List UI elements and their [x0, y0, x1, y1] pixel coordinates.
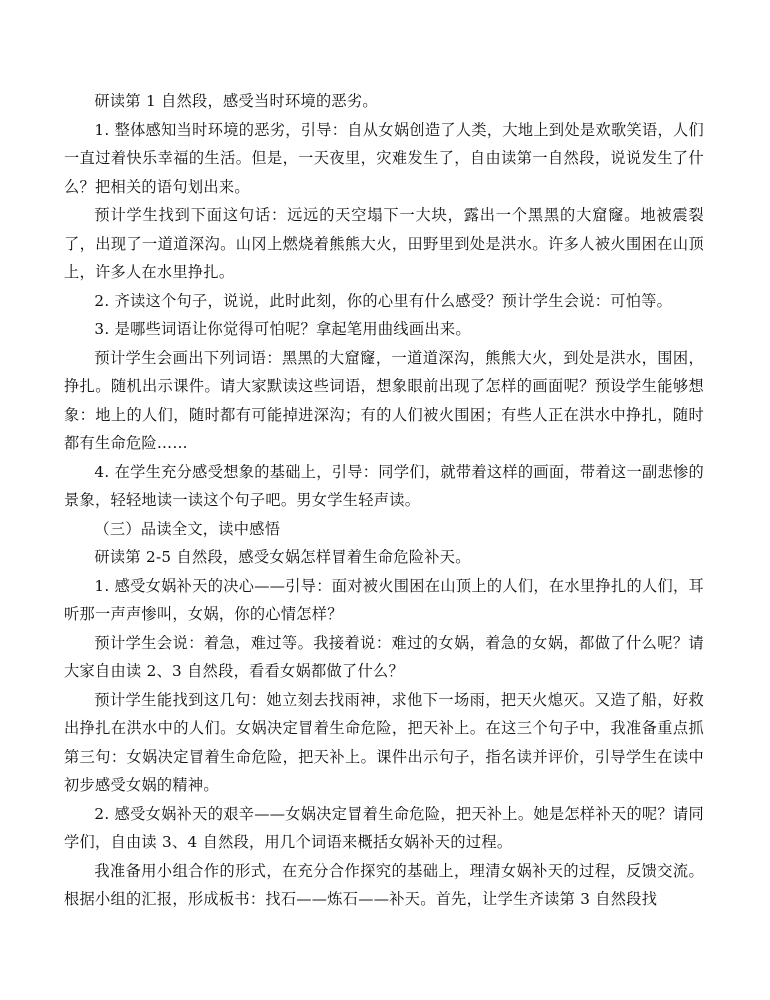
section-heading: （三）品读全文，读中感悟 — [94, 519, 281, 538]
paragraph: 3. 是哪些词语让你觉得可怕呢？拿起笔用曲线画出来。 — [94, 320, 471, 338]
paragraph: 4. 在学生充分感受想象的基础上，引导：同学们，就带着这样的画面，带着这一副悲惨的景象，轻轻地读一读这个句子吧。男女学生轻声读。 — [64, 462, 704, 509]
document-body — [64, 87, 704, 914]
paragraph: 2. 齐读这个句子，说说，此时此刻，你的心里有什么感受？预计学生会说：可怕等。 — [94, 291, 673, 310]
paragraph: 研读第 2-5 自然段，感受女娲怎样冒着生命危险补天。 — [94, 548, 471, 566]
paragraph: 1. 感受女娲补天的决心——引导：面对被火围困在山顶上的人们，在水里挣扎的人们，耳听那一声声惨叫，女娲，你的心情怎样？ — [64, 576, 704, 623]
paragraph: 预计学生会画出下列词语：黑黑的大窟窿，一道道深沟，熊熊大火，到处是洪水，围困，挣扎。随机出示课件。请大家默读这些词语，想象眼前出现了怎样的画面呢？预设学生能够想象：地上的人们，随时都有可能掉进深沟；有的人们被火围困；有些人正在洪水中挣扎，随时都有生命危险…… — [64, 348, 704, 452]
paragraph: 预计学生能找到这几句：她立刻去找雨神，求他下一场雨，把天火熄灭。又造了船，好救出挣扎在洪水中的人们。女娲决定冒着生命危险，把天补上。在这三个句子中，我准备重点抓第三句：女娲决定冒着生命危险，把天补上。课件出示句子，指名读并评价，引导学生在读中初步感受女娲的精神。 — [64, 690, 704, 794]
paragraph: 预计学生找到下面这句话：远远的天空塌下一大块，露出一个黑黑的大窟窿。地被震裂了，出现了一道道深沟。山冈上燃烧着熊熊大火，田野里到处是洪水。许多人被火围困在山顶上，许多人在水里挣扎。 — [64, 206, 704, 281]
paragraph: 预计学生会说：着急，难过等。我接着说：难过的女娲，着急的女娲，都做了什么呢？请大家自由读 2、3 自然段，看看女娲都做了什么？ — [64, 633, 704, 680]
paragraph: 2. 感受女娲补天的艰辛——女娲决定冒着生命危险，把天补上。她是怎样补天的呢？请同学们，自由读 3、4 自然段，用几个词语来概括女娲补天的过程。 — [64, 804, 704, 851]
paragraph: 1. 整体感知当时环境的恶劣，引导：自从女娲创造了人类，大地上到处是欢歌笑语，人们一直过着快乐幸福的生活。但是，一天夜里，灾难发生了，自由读第一自然段，说说发生了什么？把相关的语句划出来。 — [64, 120, 704, 196]
paragraph: 我准备用小组合作的形式，在充分合作探究的基础上，理清女娲补天的过程，反馈交流。根据小组的汇报，形成板书：找石——炼石——补天。首先，让学生齐读第 3 自然段找 — [64, 861, 704, 908]
paragraph: 研读第 1 自然段，感受当时环境的恶劣。 — [94, 92, 378, 110]
